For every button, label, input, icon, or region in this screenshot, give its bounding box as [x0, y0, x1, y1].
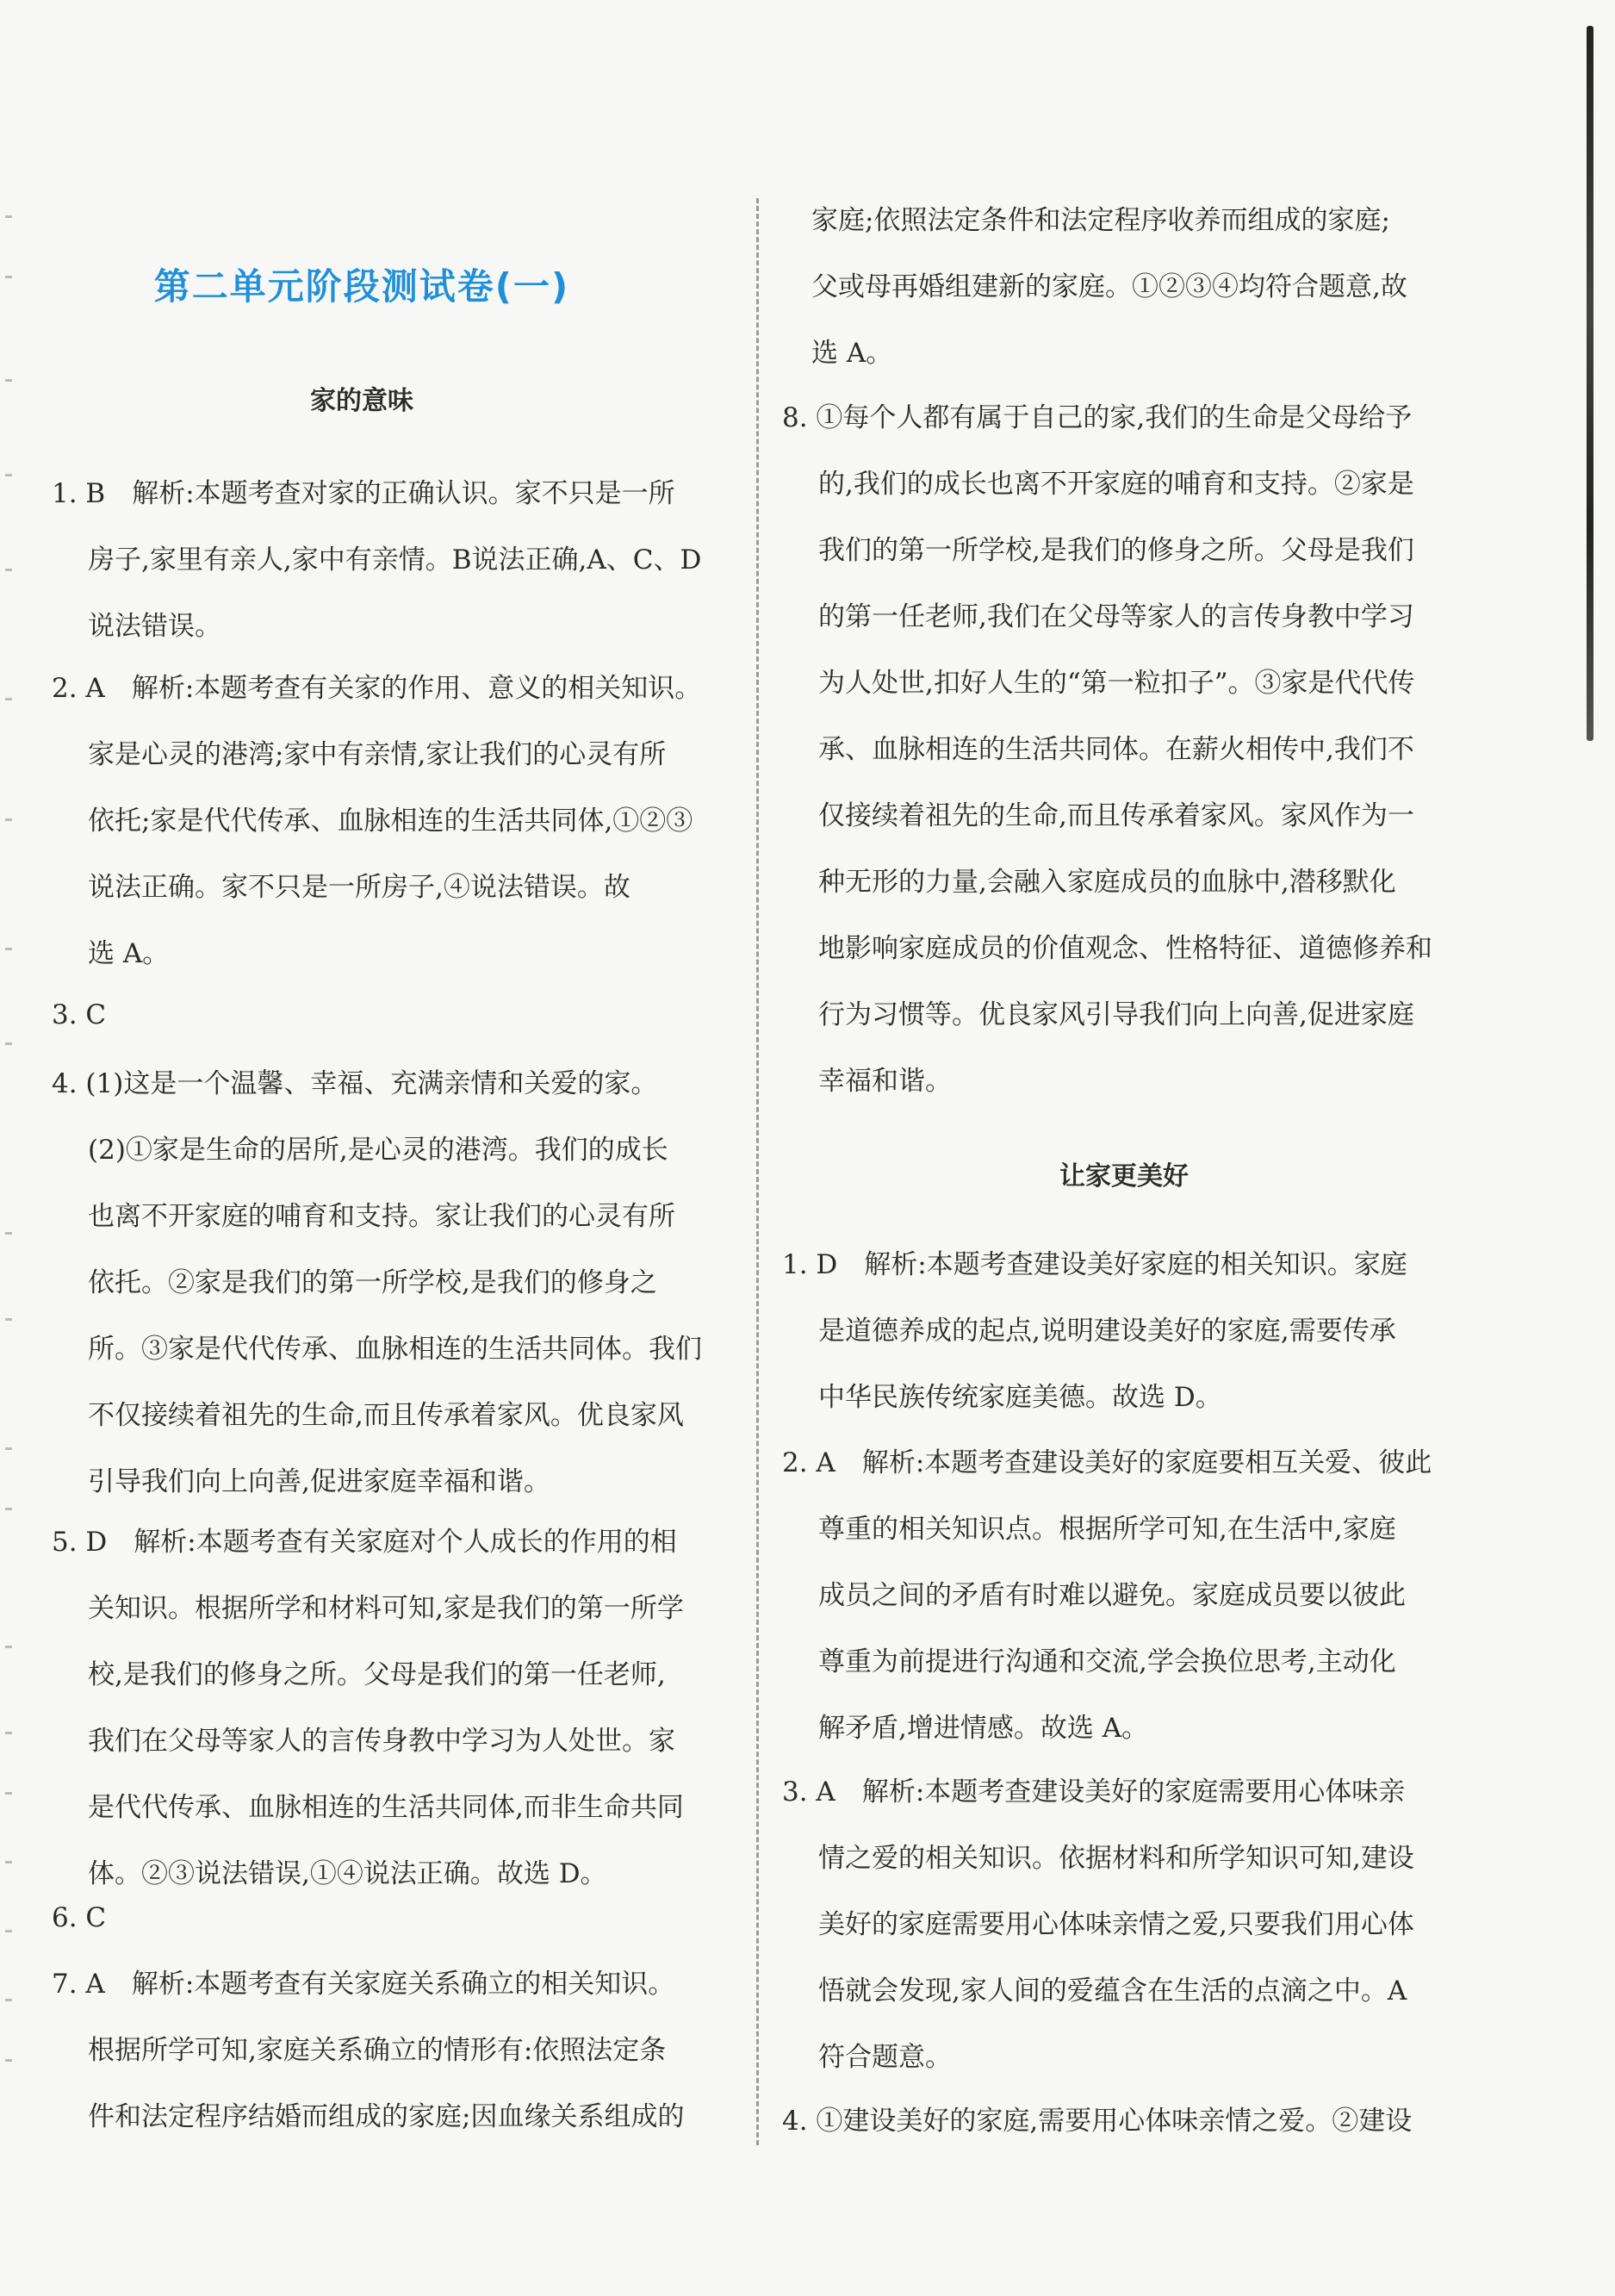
margin-marks — [2, 215, 19, 2111]
left-answer-6 — [52, 1885, 741, 1951]
margin-mark — [5, 1447, 12, 1450]
margin-mark — [5, 1732, 12, 1734]
text-line: 家庭;依照法定条件和法定程序收养而组成的家庭; — [811, 205, 1390, 236]
text-line: 悟就会发现,家人间的爱蕴含在生活的点滴之中。A — [818, 1976, 1407, 2007]
left-answer-4 — [52, 1051, 741, 1515]
margin-mark — [5, 276, 12, 278]
margin-mark — [5, 1042, 12, 1045]
margin-mark — [5, 1318, 12, 1321]
text-line: 我们在父母等家人的言传身教中学习为人处世。家 — [88, 1726, 675, 1757]
text-line: 体。②③说法错误,①④说法正确。故选 D。 — [88, 1858, 607, 1889]
left-answer-5 — [52, 1509, 741, 1907]
text-line: 所。③家是代代传承、血脉相连的生活共同体。我们 — [88, 1334, 702, 1365]
text-line: 解矛盾,增进情感。故选 A。 — [818, 1713, 1149, 1744]
margin-mark — [5, 698, 12, 700]
text-line: 中华民族传统家庭美德。故选 D。 — [818, 1382, 1222, 1413]
margin-mark — [5, 1792, 12, 1795]
text-line: 选 A。 — [88, 938, 170, 969]
text-line: 成员之间的矛盾有时难以避免。家庭成员要以彼此 — [818, 1580, 1406, 1611]
text-line: 2. A 解析:本题考查建设美好的家庭要相互关爱、彼此 — [782, 1447, 1432, 1478]
margin-mark — [5, 1930, 12, 1932]
page-title: 第二单元阶段测试卷(一) — [153, 265, 570, 308]
text-line: 尊重为前提进行沟通和交流,学会换位思考,主动化 — [818, 1646, 1396, 1677]
left-answer-1 — [52, 461, 741, 660]
text-line: 家是心灵的港湾;家中有亲情,家让我们的心灵有所 — [88, 739, 667, 770]
text-line: 符合题意。 — [818, 2042, 952, 2073]
margin-mark — [5, 215, 12, 218]
margin-mark — [5, 379, 12, 382]
margin-mark — [5, 2059, 12, 2062]
text-line: 是代代传承、血脉相连的生活共同体,而非生命共同 — [88, 1792, 684, 1823]
text-line: 依托;家是代代传承、血脉相连的生活共同体,①②③ — [88, 806, 693, 837]
margin-mark — [5, 1232, 12, 1235]
text-line: 承、血脉相连的生活共同体。在薪火相传中,我们不 — [818, 734, 1414, 765]
right-answer-8-1 — [782, 385, 1488, 1115]
text-line: 3. C — [52, 999, 107, 1030]
text-line: 5. D 解析:本题考查有关家庭对个人成长的作用的相 — [52, 1527, 677, 1558]
text-line: 情之爱的相关知识。依据材料和所学知识可知,建设 — [818, 1843, 1414, 1874]
text-line: 也离不开家庭的哺育和支持。家让我们的心灵有所 — [88, 1201, 675, 1232]
text-line: 校,是我们的修身之所。父母是我们的第一任老师, — [88, 1659, 666, 1690]
text-line: 种无形的力量,会融入家庭成员的血脉中,潜移默化 — [818, 867, 1396, 898]
text-line: 关知识。根据所学和材料可知,家是我们的第一所学 — [88, 1593, 684, 1624]
margin-mark — [5, 1861, 12, 1864]
margin-mark — [5, 948, 12, 950]
text-line: 房子,家里有亲人,家中有亲情。B说法正确,A、C、D — [88, 544, 702, 576]
right-answer-1 — [782, 1232, 1488, 1431]
margin-mark — [5, 1508, 12, 1510]
section-heading-left: 家的意味 — [310, 386, 413, 416]
text-line: 行为习惯等。优良家风引导我们向上向善,促进家庭 — [818, 999, 1414, 1030]
text-line: 8. ①每个人都有属于自己的家,我们的生命是父母给予 — [782, 402, 1413, 433]
text-line: 4. ①建设美好的家庭,需要用心体味亲情之爱。②建设 — [782, 2106, 1413, 2137]
text-line: 父或母再婚组建新的家庭。①②③④均符合题意,故 — [811, 271, 1407, 302]
text-line: 7. A 解析:本题考查有关家庭关系确立的相关知识。 — [52, 1969, 675, 2000]
text-line: 尊重的相关知识点。根据所学可知,在生活中,家庭 — [818, 1514, 1396, 1545]
text-line: 引导我们向上向善,促进家庭幸福和谐。 — [88, 1466, 550, 1497]
right-answer-3 — [782, 1759, 1488, 2091]
text-line: 美好的家庭需要用心体味亲情之爱,只要我们用心体 — [818, 1909, 1414, 1940]
left-answer-2 — [52, 656, 741, 987]
section-heading-right: 让家更美好 — [1059, 1161, 1189, 1192]
text-line: 根据所学可知,家庭关系确立的情形有:依照法定条 — [88, 2035, 667, 2066]
text-line: 我们的第一所学校,是我们的修身之所。父母是我们 — [818, 535, 1414, 566]
text-line: 幸福和谐。 — [818, 1066, 952, 1097]
text-line: 仅接续着祖先的生命,而且传承着家风。家风作为一 — [818, 800, 1414, 831]
margin-mark — [5, 569, 12, 571]
margin-mark — [5, 474, 12, 476]
text-line: 为人处世,扣好人生的“第一粒扣子”。③家是代代传 — [818, 668, 1415, 699]
text-line: 说法正确。家不只是一所房子,④说法错误。故 — [88, 872, 630, 903]
text-line: 3. A 解析:本题考查建设美好的家庭需要用心体味亲 — [782, 1776, 1406, 1808]
text-line: 1. D 解析:本题考查建设美好家庭的相关知识。家庭 — [782, 1249, 1407, 1280]
margin-mark — [5, 818, 12, 821]
text-line: 4. (1)这是一个温馨、幸福、充满亲情和关爱的家。 — [52, 1068, 658, 1099]
margin-mark — [5, 1999, 12, 2001]
right-answer-2 — [782, 1430, 1488, 1762]
left-answer-3 — [52, 982, 741, 1048]
text-line: 不仅接续着祖先的生命,而且传承着家风。优良家风 — [88, 1400, 684, 1431]
answer-7-continued — [782, 188, 1471, 387]
binding-edge — [1587, 26, 1593, 741]
text-line: 2. A 解析:本题考查有关家的作用、意义的相关知识。 — [52, 673, 702, 704]
text-line: 地影响家庭成员的价值观念、性格特征、道德修养和 — [818, 933, 1432, 964]
text-line: 件和法定程序结婚而组成的家庭;因血缘关系组成的 — [88, 2101, 685, 2132]
column-divider — [756, 198, 759, 2145]
text-line: 依托。②家是我们的第一所学校,是我们的修身之 — [88, 1267, 657, 1298]
text-line: 1. B 解析:本题考查对家的正确认识。家不只是一所 — [52, 478, 675, 509]
text-line: 说法错误。 — [88, 611, 221, 642]
text-line: 6. C — [52, 1902, 107, 1933]
right-answer-4 — [782, 2088, 1488, 2155]
text-line: 是道德养成的起点,说明建设美好的家庭,需要传承 — [818, 1316, 1396, 1347]
text-line: (2)①家是生命的居所,是心灵的港湾。我们的成长 — [88, 1135, 668, 1166]
text-line: 选 A。 — [811, 338, 893, 369]
margin-mark — [5, 1646, 12, 1648]
text-line: 的,我们的成长也离不开家庭的哺育和支持。②家是 — [818, 469, 1414, 500]
left-answer-7 — [52, 1951, 741, 2150]
text-line: 的第一任老师,我们在父母等家人的言传身教中学习 — [818, 601, 1414, 632]
